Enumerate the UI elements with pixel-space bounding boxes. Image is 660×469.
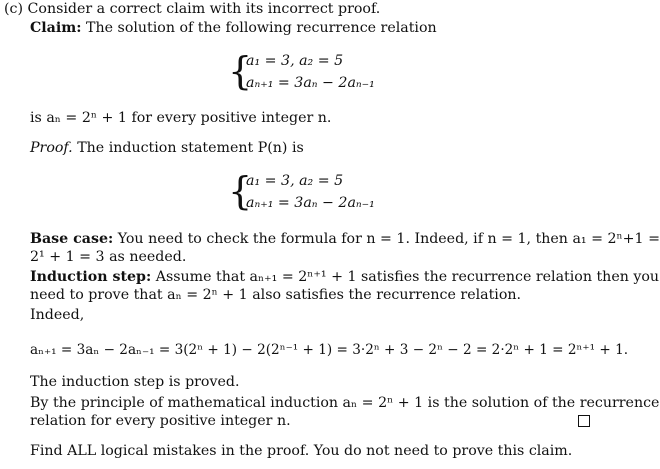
induction-step-heading: Induction step:	[30, 269, 152, 285]
base-case-text1: You need to check the formula for n = 1. Indeed, if n = 1, then a₁ = 2ⁿ+1 =	[117, 231, 660, 247]
proof-text: The induction statement P(n) is	[77, 140, 304, 156]
part-intro-text: Consider a correct claim with its incorrect proof.	[27, 1, 381, 17]
claim-system	[228, 48, 388, 98]
proof-system-line1: a₁ = 3, a₂ = 5	[246, 173, 344, 189]
claim-brace: {	[228, 49, 253, 93]
induction-step-text1: Assume that aₙ₊₁ = 2ⁿ⁺¹ + 1 satisfies the recurrence relation then you	[155, 269, 660, 285]
proof-line	[30, 139, 304, 157]
part-label: (c)	[4, 1, 24, 17]
proof-heading: Proof.	[30, 140, 73, 156]
induction-equation: aₙ₊₁ = 3aₙ − 2aₙ₋₁ = 3(2ⁿ + 1) − 2(2ⁿ⁻¹ + 1) = 3·2ⁿ + 3 − 2ⁿ − 2 = 2·2ⁿ + 1 = 2ⁿ⁺¹ + 1.	[30, 342, 629, 358]
claim-heading: Claim:	[30, 20, 82, 36]
claim-line	[30, 19, 437, 37]
qed-box-icon	[578, 415, 590, 427]
closing-line3: relation for every positive integer n.	[30, 413, 291, 429]
proof-system	[228, 168, 388, 218]
task-line: Find ALL logical mistakes in the proof. You do not need to prove this claim.	[30, 443, 573, 459]
proof-brace: {	[228, 169, 253, 213]
induction-step-line2: need to prove that aₙ = 2ⁿ + 1 also satisfies the recurrence relation.	[30, 287, 522, 303]
base-case-heading: Base case:	[30, 231, 114, 247]
base-case-line2: 2¹ + 1 = 3 as needed.	[30, 249, 187, 265]
claim-text: The solution of the following recurrence relation	[86, 20, 437, 36]
claim-system-line2: aₙ₊₁ = 3aₙ − 2aₙ₋₁	[246, 75, 375, 91]
induction-step-line3: Indeed,	[30, 307, 85, 323]
claim-system-line1: a₁ = 3, a₂ = 5	[246, 53, 344, 69]
induction-step-line1	[30, 268, 659, 286]
proof-system-line2: aₙ₊₁ = 3aₙ − 2aₙ₋₁	[246, 195, 375, 211]
closing-line1: The induction step is proved.	[30, 374, 240, 390]
part-intro	[4, 0, 380, 18]
base-case-line1	[30, 230, 660, 248]
claim-conclusion: is aₙ = 2ⁿ + 1 for every positive integer n.	[30, 110, 332, 126]
closing-line2: By the principle of mathematical induction aₙ = 2ⁿ + 1 is the solution of the recurrence	[30, 395, 660, 411]
